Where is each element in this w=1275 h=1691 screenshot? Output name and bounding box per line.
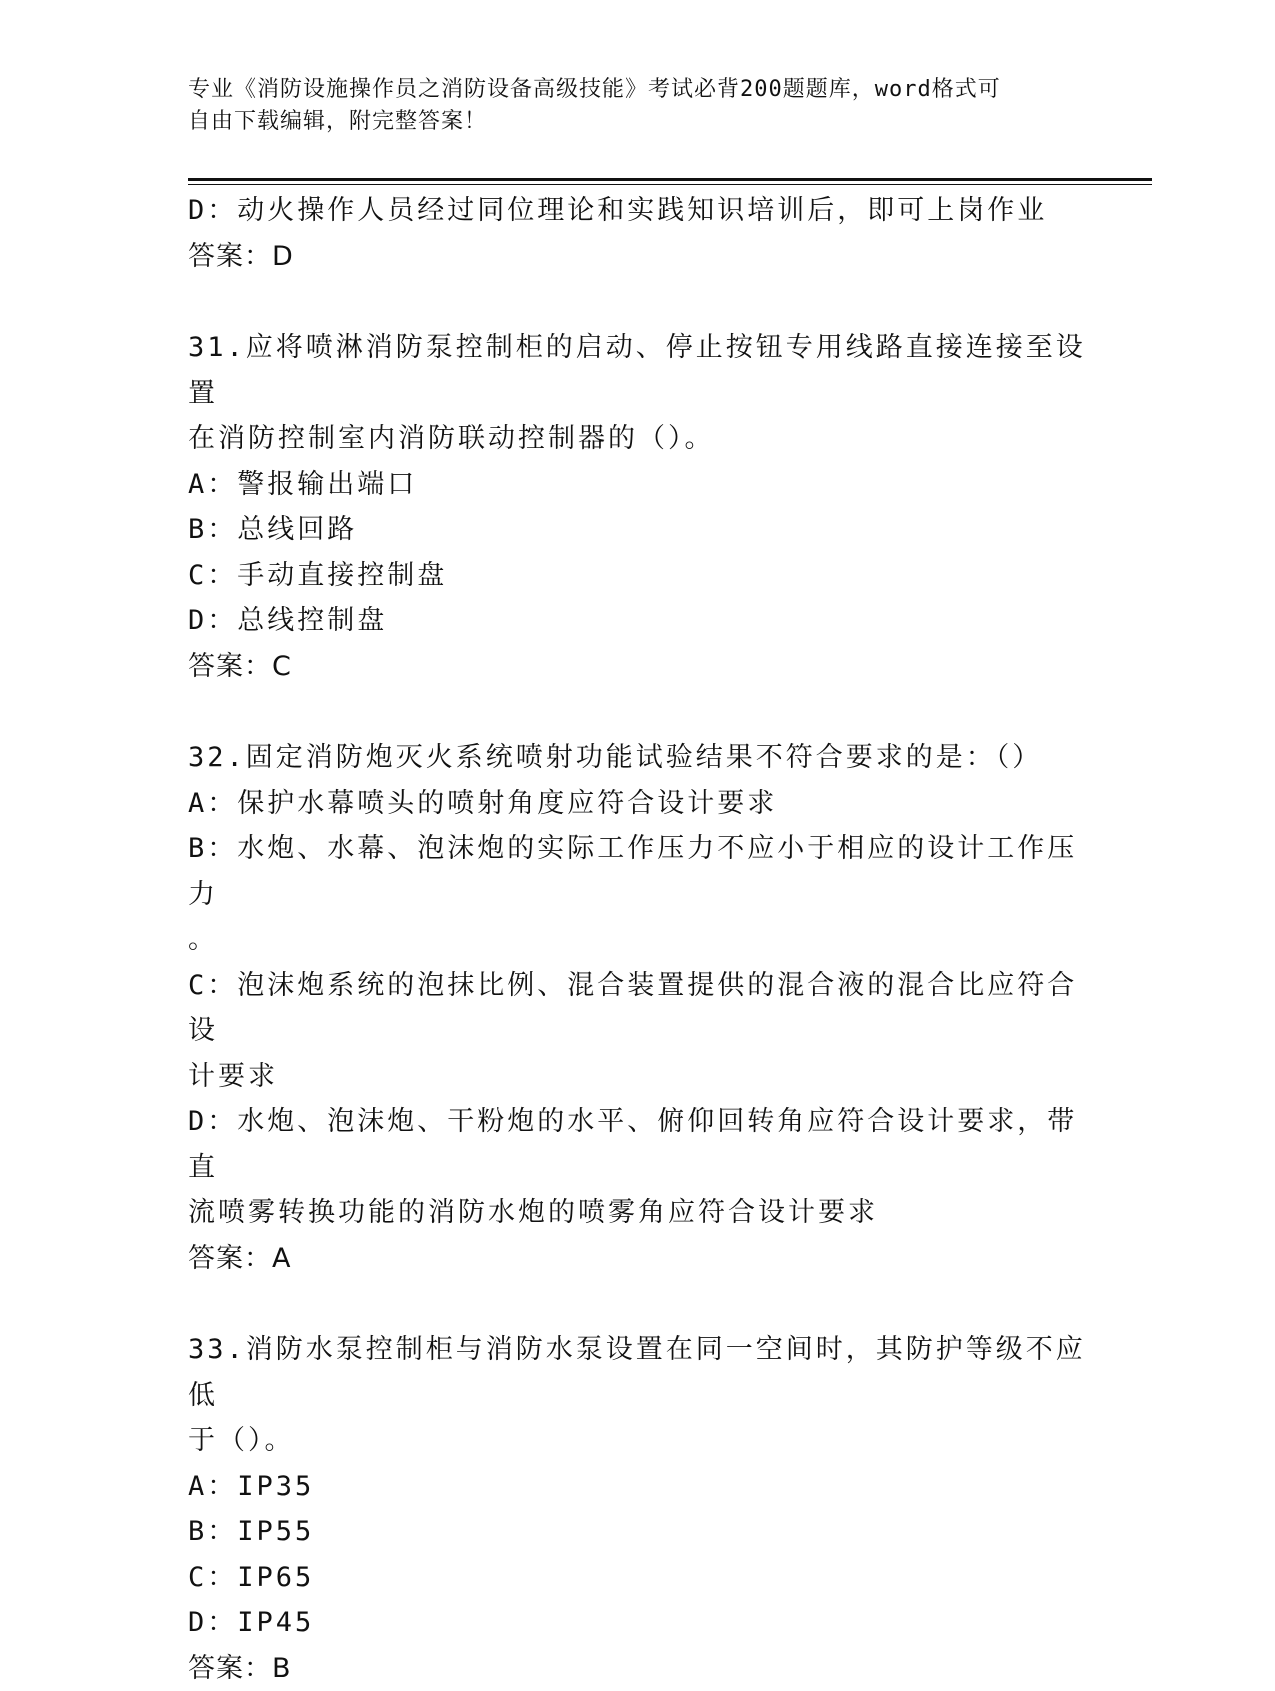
question-stem: 33.消防水泵控制柜与消防水泵设置在同一空间时，其防护等级不应低 bbox=[188, 1327, 1088, 1418]
spacer bbox=[188, 1281, 1088, 1327]
question-stem-continued: 在消防控制室内消防联动控制器的（）。 bbox=[188, 416, 1088, 462]
answer-line: 答案：A bbox=[188, 1236, 1088, 1282]
option-d: D：总线控制盘 bbox=[188, 598, 1088, 644]
option-c: C：泡沫炮系统的泡抹比例、混合装置提供的混合液的混合比应符合设 bbox=[188, 963, 1088, 1054]
answer-line: 答案：C bbox=[188, 644, 1088, 690]
question-32 bbox=[188, 735, 1088, 1281]
question-stem-continued: 于（）。 bbox=[188, 1418, 1088, 1464]
option-c: C：IP65 bbox=[188, 1555, 1088, 1601]
header-divider-thick bbox=[188, 178, 1152, 181]
option-d: D：动火操作人员经过同位理论和实践知识培训后，即可上岗作业 bbox=[188, 188, 1088, 234]
question-stem: 31.应将喷淋消防泵控制柜的启动、停止按钮专用线路直接连接至设置 bbox=[188, 325, 1088, 416]
question-list bbox=[188, 188, 1088, 1691]
question-33 bbox=[188, 1327, 1088, 1691]
option-c-continued: 计要求 bbox=[188, 1054, 1088, 1100]
option-b: B：水炮、水幕、泡沫炮的实际工作压力不应小于相应的设计工作压力 bbox=[188, 826, 1088, 917]
option-d: D：水炮、泡沫炮、干粉炮的水平、俯仰回转角应符合设计要求，带直 bbox=[188, 1099, 1088, 1190]
option-d-continued: 流喷雾转换功能的消防水炮的喷雾角应符合设计要求 bbox=[188, 1190, 1088, 1236]
header-line-1: 专业《消防设施操作员之消防设备高级技能》考试必背200题题库，word格式可 bbox=[188, 74, 1068, 106]
option-b: B：总线回路 bbox=[188, 507, 1088, 553]
previous-question-tail bbox=[188, 188, 1088, 279]
option-b: B：IP55 bbox=[188, 1509, 1088, 1555]
answer-line: 答案：B bbox=[188, 1646, 1088, 1691]
option-c: C：手动直接控制盘 bbox=[188, 553, 1088, 599]
spacer bbox=[188, 689, 1088, 735]
header-line-2: 自由下载编辑，附完整答案！ bbox=[188, 106, 1068, 138]
option-a: A：保护水幕喷头的喷射角度应符合设计要求 bbox=[188, 781, 1088, 827]
option-b-continued: 。 bbox=[188, 917, 1088, 963]
spacer bbox=[188, 279, 1088, 325]
answer-line: 答案：D bbox=[188, 234, 1088, 280]
question-stem: 32.固定消防炮灭火系统喷射功能试验结果不符合要求的是：（） bbox=[188, 735, 1088, 781]
option-a: A：IP35 bbox=[188, 1464, 1088, 1510]
header-divider-thin bbox=[188, 184, 1152, 185]
question-31 bbox=[188, 325, 1088, 689]
option-a: A：警报输出端口 bbox=[188, 462, 1088, 508]
option-d: D：IP45 bbox=[188, 1600, 1088, 1646]
document-header bbox=[188, 74, 1068, 138]
